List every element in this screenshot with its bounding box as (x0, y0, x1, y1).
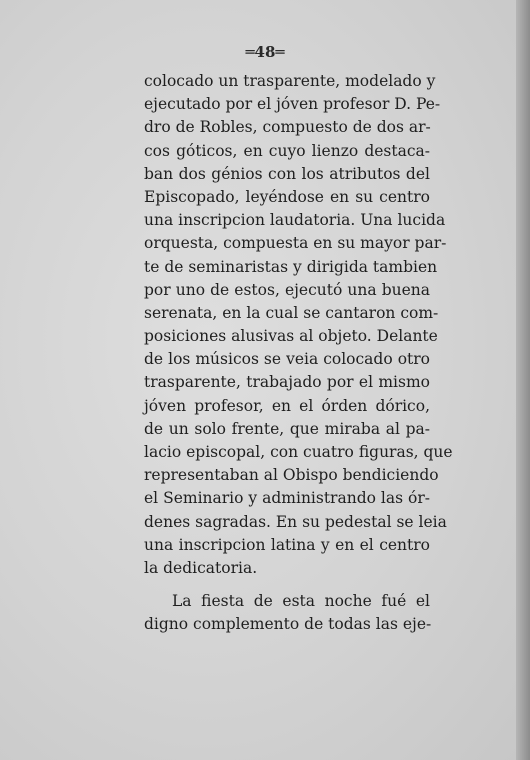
text-line: una inscripcion latina y en el centro (144, 535, 430, 554)
text-line: por uno de estos, ejecutó una buena (144, 280, 430, 299)
paragraph-1 (144, 70, 453, 580)
text-line: denes sagradas. En su pedestal se leia (144, 512, 447, 531)
text-line: te de seminaristas y dirigida tambien (144, 257, 438, 276)
text-line: cos góticos, en cuyo lienzo destaca- (144, 141, 430, 160)
text-line: La fiesta de esta noche fué el (172, 592, 430, 611)
text-line: serenata, en la cual se cantaron com- (144, 303, 439, 322)
page-edge (516, 0, 530, 760)
text-line: posiciones alusivas al objeto. Delante (144, 327, 438, 346)
body-text (144, 70, 453, 637)
text-line: trasparente, trabajado por el mismo (144, 373, 430, 392)
text-line: colocado un trasparente, modelado y (144, 72, 436, 90)
page-number: ═48═ (245, 43, 285, 61)
paragraph-gap (144, 580, 430, 590)
text-line: jóven profesor, en el órden dórico, (144, 396, 430, 415)
text-line: Episcopado, leyéndose en su centro (144, 187, 430, 206)
paragraph-2 (144, 590, 430, 636)
text-line: lacio episcopal, con cuatro figuras, que (144, 443, 453, 461)
text-line: ban dos génios con los atributos del (144, 164, 430, 183)
text-line: el Seminario y administrando las ór- (144, 489, 430, 508)
text-line: orquesta, compuesta en su mayor par- (144, 234, 447, 253)
text-line: de los músicos se veia colocado otro (144, 350, 430, 369)
text-line: la dedicatoria. (144, 558, 258, 577)
text-line: digno complemento de todas las eje- (144, 615, 432, 634)
text-line: de un solo frente, que miraba al pa- (144, 419, 430, 438)
text-line: una inscripcion laudatoria. Una lucida (144, 211, 446, 230)
text-line: ejecutado por el jóven profesor D. Pe- (144, 95, 441, 114)
text-line: representaban al Obispo bendiciendo (144, 466, 439, 485)
text-line: dro de Robles, compuesto de dos ar- (144, 118, 431, 137)
